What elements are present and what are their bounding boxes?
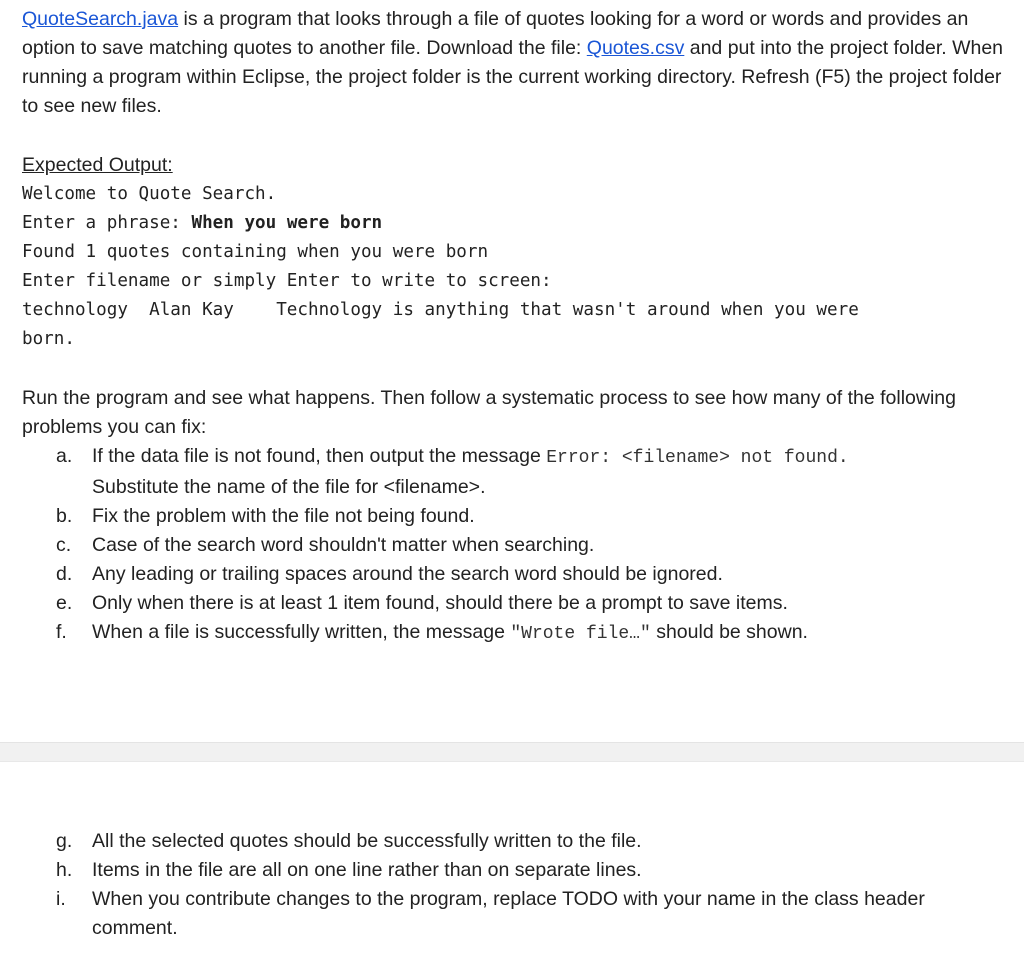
instructions-section — [22, 384, 1012, 442]
list-item: g. All the selected quotes should be successfully written to the file. — [56, 830, 642, 852]
intro-section — [22, 5, 1012, 121]
expected-output-heading: Expected Output: — [22, 154, 173, 176]
console-line: Enter a phrase: When you were born — [22, 213, 383, 233]
intro-paragraph: QuoteSearch.java is a program that looks through a file of quotes looking for a word or words and provides an option to save matching quotes to another file. Download the file: Quotes.csv and put into the project folder. When running a program within Eclipse, the project folder is the current working directory. Refresh (F5) the project folder to see new files. — [22, 8, 1004, 117]
list-item: b. Fix the problem with the file not being found. — [56, 505, 475, 527]
console-line: technology Alan Kay Technology is anything that wasn't around when you were — [22, 300, 859, 320]
console-line: Welcome to Quote Search. — [22, 184, 277, 204]
list-item: c. Case of the search word shouldn't matter when searching. — [56, 534, 595, 556]
list-item: h. Items in the file are all on one line rather than on separate lines. — [56, 859, 642, 881]
instructions-paragraph: Run the program and see what happens. Then follow a systematic process to see how many of the following problems you can fix: — [22, 387, 956, 438]
problems-list-continued — [22, 827, 1012, 943]
expected-output-section — [22, 151, 1012, 354]
console-line: born. — [22, 329, 75, 349]
problems-list — [22, 442, 1012, 649]
quotes-csv-link[interactable]: Quotes.csv — [586, 37, 685, 59]
console-user-input: When you were born — [191, 213, 383, 233]
console-line: Enter filename or simply Enter to write to screen: — [22, 271, 552, 291]
list-item: e. Only when there is at least 1 item found, should there be a prompt to save items. — [56, 592, 788, 614]
wrote-file-code: "Wrote file…" — [510, 624, 651, 644]
list-item: i. When you contribute changes to the program, replace TODO with your name in the class header comment. — [56, 888, 925, 939]
console-line: Found 1 quotes containing when you were born — [22, 242, 489, 262]
list-item: a. If the data file is not found, then output the message Error: <filename> not found. Substitute the name of the file for <filename>. — [56, 445, 849, 498]
quotesearch-java-link[interactable]: QuoteSearch.java — [22, 8, 179, 30]
page-break-divider — [0, 742, 1024, 762]
error-message-code: Error: <filename> not found. — [546, 448, 849, 468]
list-item: f. When a file is successfully written, the message "Wrote file…" should be shown. — [56, 621, 808, 644]
list-item: d. Any leading or trailing spaces around the search word should be ignored. — [56, 563, 723, 585]
